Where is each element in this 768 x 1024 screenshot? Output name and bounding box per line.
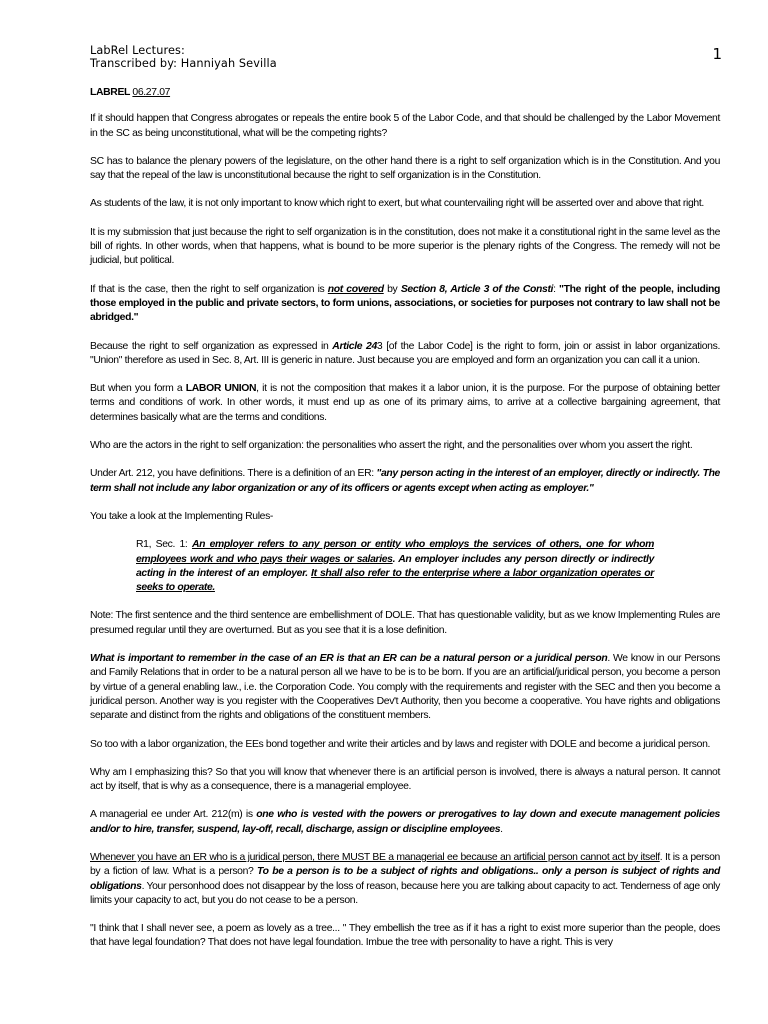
citation-constitution: Section 8, Article 3 of the Consti bbox=[400, 283, 554, 295]
constitution-quote: "The right of the people, including those employed in the public and private sectors, to form unions, associations, or societies for purposes not contrary to law shall not be abridged." bbox=[90, 283, 720, 324]
paragraph-17: "I think that I shall never see, a poem as lovely as a tree... " They embellish the tree as if it has a right to exist more superior than the people, does that have legal foundation? That does not have legal foundation. Imbue the tree with personality to have a right. This is very bbox=[90, 923, 720, 949]
paragraph-11: Note: The first sentence and the third sentence are embellishment of DOLE. That has questionable validity, but as we know Implementing Rules are presumed regular until they are overturned. But as you see that it is a lose definition. bbox=[90, 610, 720, 636]
text-run: If that is the case, then the right to self organization is bbox=[90, 283, 328, 295]
implementing-rules-quote bbox=[136, 538, 654, 595]
text-run: A managerial ee under Art. 212(m) is bbox=[90, 809, 257, 821]
paragraph-14: Why am I emphasizing this? So that you will know that whenever there is an artificial person is involved, there is always a natural person. It cannot act by itself, that is why as a consequence, there is a managerial employee. bbox=[90, 766, 720, 793]
paragraph-7 bbox=[90, 382, 720, 425]
paragraph-8: Who are the actors in the right to self organization: the personalities who assert the right, and the personalities over whom you assert the right. bbox=[90, 440, 693, 452]
managerial-definition: one who is vested with the powers or prerogatives to lay down and execute management policies and/or to hire, transfer, suspend, lay-off, recall, discharge, assign or discipline employees bbox=[90, 809, 720, 835]
text-run: . It is a person by a fiction of law. What is a person? bbox=[90, 851, 720, 878]
text-run: , it is not the composition that makes it a labor union, it is the purpose. For the purpose of obtaining better terms and conditions of work. In other words, it must end up as one of its primary aims, to arrive at a collective bargaining agreement, that determines basically what are the terms and conditions. bbox=[90, 383, 720, 423]
text-run: Because the right to self organization as expressed in bbox=[90, 340, 333, 352]
paragraph-5 bbox=[90, 283, 720, 326]
rule-text-underlined: It shall also refer to the enterprise where a labor organization operates or seeks to operate. bbox=[136, 567, 654, 594]
paragraph-2: SC has to balance the plenary powers of the legislature, on the other hand there is a right to self organization which is in the Constitution. And you say that the repeal of the law is unconstitutional because the right to self organization is in the Constitution. bbox=[90, 155, 720, 182]
header-course-title: LabRel Lectures: bbox=[90, 44, 185, 57]
text-run: . Your personhood does not disappear by the loss of reason, because here you are talking about capacity to act. Tenderness of age only limits your capacity to act, but you do not cease to be a person. bbox=[90, 880, 720, 906]
paragraph-15 bbox=[90, 808, 720, 837]
emphasis-not-covered: not covered bbox=[327, 283, 384, 295]
text-run: : bbox=[553, 283, 560, 295]
text-run: . bbox=[500, 823, 503, 835]
document-body bbox=[90, 86, 720, 965]
document-header bbox=[90, 44, 277, 70]
paragraph-12 bbox=[90, 652, 720, 723]
paragraph-10: You take a look at the Implementing Rules- bbox=[90, 510, 274, 522]
paragraph-13: So too with a labor organization, the EEs bond together and write their articles and by laws and register with DOLE and become a juridical person. bbox=[90, 738, 711, 750]
paragraph-16 bbox=[90, 851, 720, 908]
text-run: But when you form a bbox=[90, 383, 186, 395]
text-run: by bbox=[383, 283, 401, 295]
page-number: 1 bbox=[712, 45, 722, 63]
person-definition: To be a person is to be a subject of rights and obligations.. only a person is subject of rights and obligations bbox=[90, 866, 720, 892]
rule-text: . An employer includes any person directly or indirectly acting in the interest of an employer. bbox=[136, 553, 655, 579]
paragraph-6 bbox=[90, 340, 720, 369]
text-run: 3 [of the Labor Code] is the right to form, join or assist in labor organizations. "Union" therefore as used in Sec. 8, Art. III is generic in nature. Just because you are employed and form an organization you can call it a union. bbox=[90, 340, 720, 366]
underlined-statement: Whenever you have an ER who is a juridical person, there MUST BE a managerial ee because an artificial person cannot act by itself bbox=[90, 851, 660, 863]
emphasis-labor-union: LABOR UNION bbox=[185, 383, 257, 395]
employer-definition-quote: "any person acting in the interest of an employer, directly or indirectly. The term shall not include any labor organization or any of its officers or agents except when acting as employer." bbox=[90, 468, 720, 494]
rule-citation: R1, Sec. 1: bbox=[136, 539, 192, 551]
lecture-title bbox=[90, 86, 720, 100]
paragraph-3: As students of the law, it is not only important to know which right to exert, but what countervailing right will be asserted over and above that right. bbox=[90, 198, 704, 210]
rule-text-underlined: An employer refers to any person or entity who employs the services of others, one for whom employees work and who pays their wages or salaries bbox=[136, 539, 654, 565]
header-transcriber: Transcribed by: Hanniyah Sevilla bbox=[90, 57, 277, 70]
citation-article: Article 24 bbox=[332, 340, 377, 352]
lecture-title-label: LABREL bbox=[90, 87, 130, 98]
text-run: Under Art. 212, you have definitions. There is a definition of an ER: bbox=[90, 468, 377, 480]
paragraph-4: It is my submission that just because the right to self organization is in the constitution, does not make it a constitutional right in the same level as the bill of rights. In other words, when that happens, what is bound to be more superior is the plenary rights of the Congress. The remedy will not be judicial, but political. bbox=[90, 226, 720, 267]
paragraph-1: If it should happen that Congress abrogates or repeals the entire book 5 of the Labor Code, and that should be challenged by the Labor Movement in the SC as being unconstitutional, what will be the competing rights? bbox=[90, 113, 720, 139]
emphasis-er-person: What is important to remember in the case of an ER is that an ER can be a natural person or a juridical person bbox=[90, 653, 608, 665]
lecture-date: 06.27.07 bbox=[132, 87, 171, 98]
paragraph-9 bbox=[90, 467, 720, 496]
text-run: . We know in our Persons and Family Relations that in order to be a natural person all we have to be is to be born. If you are an artificial/juridical person, you become a person by virtue of a general enabling law., i.e. the Corporation Code. You comply with the requirements and register with the SEC and then you become a juridical person. Another way is you register with the Cooperatives Dev't Authority, then you become a cooperative. You have rights and obligations separate and distinct from the rights and obligations of the constituent members. bbox=[90, 653, 720, 722]
